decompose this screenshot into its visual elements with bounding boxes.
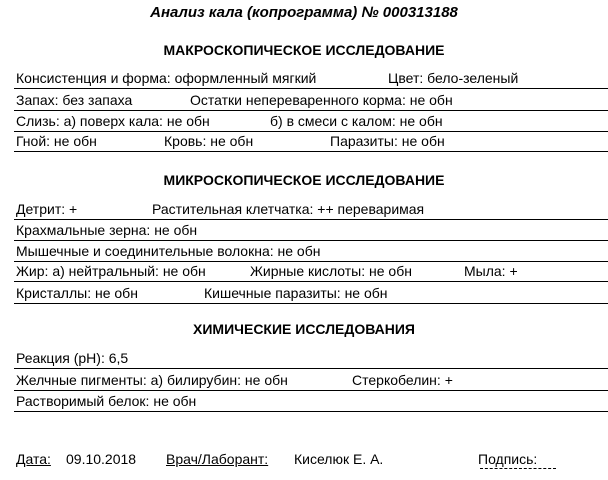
macro-row-1 (14, 68, 608, 89)
micro-row-3 (14, 241, 608, 262)
stercobilin-field: Стеркобелин: + (352, 372, 453, 388)
macro-row-2 (14, 90, 608, 111)
chem-row-1 (14, 348, 608, 369)
color-field: Цвет: бело-зеленый (388, 70, 519, 86)
chem-row-2 (14, 370, 608, 391)
protein-field: Растворимый белок: не обн (16, 393, 197, 409)
fiber-field: Растительная клетчатка: ++ переваримая (152, 201, 425, 217)
mucus-mixed-field: б) в смеси с калом: не обн (270, 113, 443, 129)
chem-row-3 (14, 391, 608, 412)
micro-row-4 (14, 261, 608, 282)
crystals-field: Кристаллы: не обн (16, 285, 138, 301)
signature-line (480, 468, 556, 469)
doctor-value: Киселюк Е. А. (294, 451, 384, 467)
intestinal-parasites-field: Кишечные паразиты: не обн (204, 285, 388, 301)
ph-field: Реакция (pH): 6,5 (16, 350, 129, 366)
soaps-field: Мыла: + (464, 263, 518, 279)
micro-row-2 (14, 220, 608, 241)
residues-field: Остатки непереваренного корма: не обн (190, 92, 453, 108)
signature-label: Подпись: (478, 451, 538, 467)
date-value: 09.10.2018 (66, 451, 137, 467)
micro-section-title: МИКРОСКОПИЧЕСКОЕ ИССЛЕДОВАНИЕ (163, 172, 445, 188)
blood-field: Кровь: не обн (164, 133, 254, 149)
starch-field: Крахмальные зерна: не обн (16, 222, 198, 238)
fat-neutral-field: Жир: а) нейтральный: не обн (16, 263, 206, 279)
consistency-field: Консистенция и форма: оформленный мягкий (16, 70, 317, 86)
footer (14, 449, 608, 473)
smell-field: Запах: без запаха (16, 92, 133, 108)
macro-section-title: МАКРОСКОПИЧЕСКОЕ ИССЛЕДОВАНИЕ (163, 42, 445, 58)
parasites-field: Паразиты: не обн (330, 133, 445, 149)
bile-field: Желчные пигменты: а) билирубин: не обн (16, 372, 288, 388)
muscle-field: Мышечные и соединительные волокна: не обн (16, 243, 321, 259)
document-title: Анализ кала (копрограмма) № 000313188 (150, 4, 458, 21)
mucus-surface-field: Слизь: а) поверх кала: не обн (16, 113, 210, 129)
chem-section-title: ХИМИЧЕСКИЕ ИССЛЕДОВАНИЯ (193, 321, 415, 337)
fatty-acids-field: Жирные кислоты: не обн (250, 263, 412, 279)
micro-row-5 (14, 283, 608, 304)
macro-row-4 (14, 131, 608, 152)
macro-row-3 (14, 111, 608, 132)
detritus-field: Детрит: + (16, 201, 78, 217)
date-label: Дата: (16, 451, 51, 467)
pus-field: Гной: не обн (16, 133, 97, 149)
micro-row-1 (14, 199, 608, 220)
doctor-label: Врач/Лаборант: (166, 451, 269, 467)
